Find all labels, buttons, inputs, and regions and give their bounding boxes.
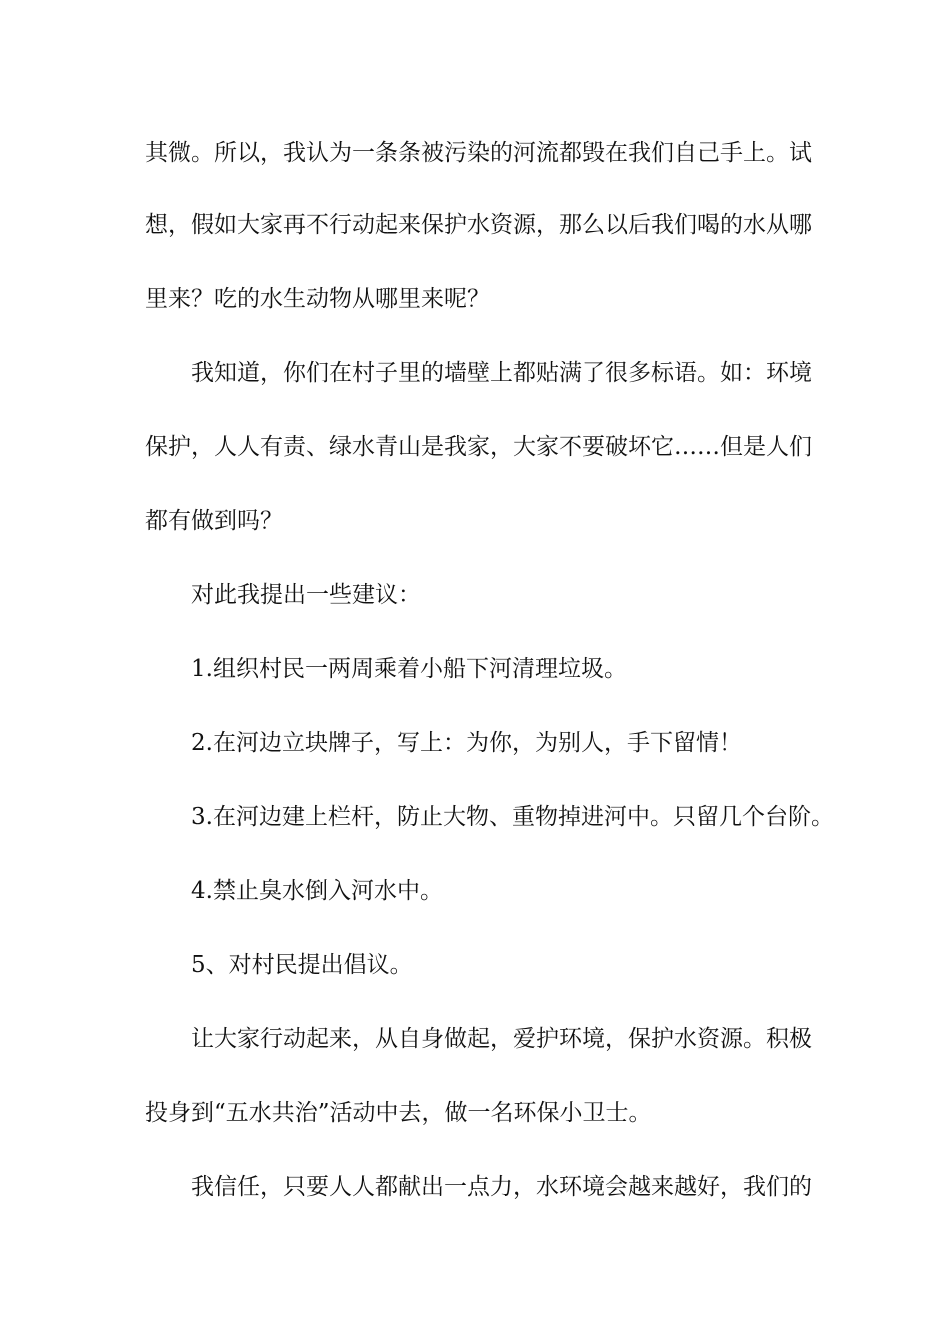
- text-line-12: 5、对村民提出倡议。: [191, 952, 413, 978]
- text-line-5: 保护，人人有责、绿水青山是我家，大家不要破坏它……但是人们: [145, 434, 812, 460]
- text-line-13: 让大家行动起来，从自身做起，爱护环境，保护水资源。积极: [191, 1026, 812, 1052]
- text-line-3: 里来？吃的水生动物从哪里来呢？: [145, 286, 490, 312]
- text-line-15: 我信任，只要人人都献出一点力，水环境会越来越好，我们的: [191, 1174, 812, 1200]
- text-line-1: 其微。所以，我认为一条条被污染的河流都毁在我们自己手上。试: [145, 140, 812, 166]
- text-line-10: 3.在河边建上栏杆，防止大物、重物掉进河中。只留几个台阶。: [191, 804, 834, 830]
- text-line-7: 对此我提出一些建议：: [191, 582, 421, 608]
- text-line-6: 都有做到吗？: [145, 508, 283, 534]
- text-line-4: 我知道，你们在村子里的墙壁上都贴满了很多标语。如：环境: [191, 360, 812, 386]
- text-line-9: 2.在河边立块牌子，写上：为你，为别人，手下留情！: [191, 730, 742, 756]
- text-line-2: 想，假如大家再不行动起来保护水资源，那么以后我们喝的水从哪: [145, 212, 812, 238]
- text-line-11: 4.禁止臭水倒入河水中。: [191, 878, 443, 904]
- text-line-14: 投身到“五水共治”活动中去，做一名环保小卫士。: [145, 1100, 652, 1126]
- text-line-8: 1.组织村民一两周乘着小船下河清理垃圾。: [191, 656, 627, 682]
